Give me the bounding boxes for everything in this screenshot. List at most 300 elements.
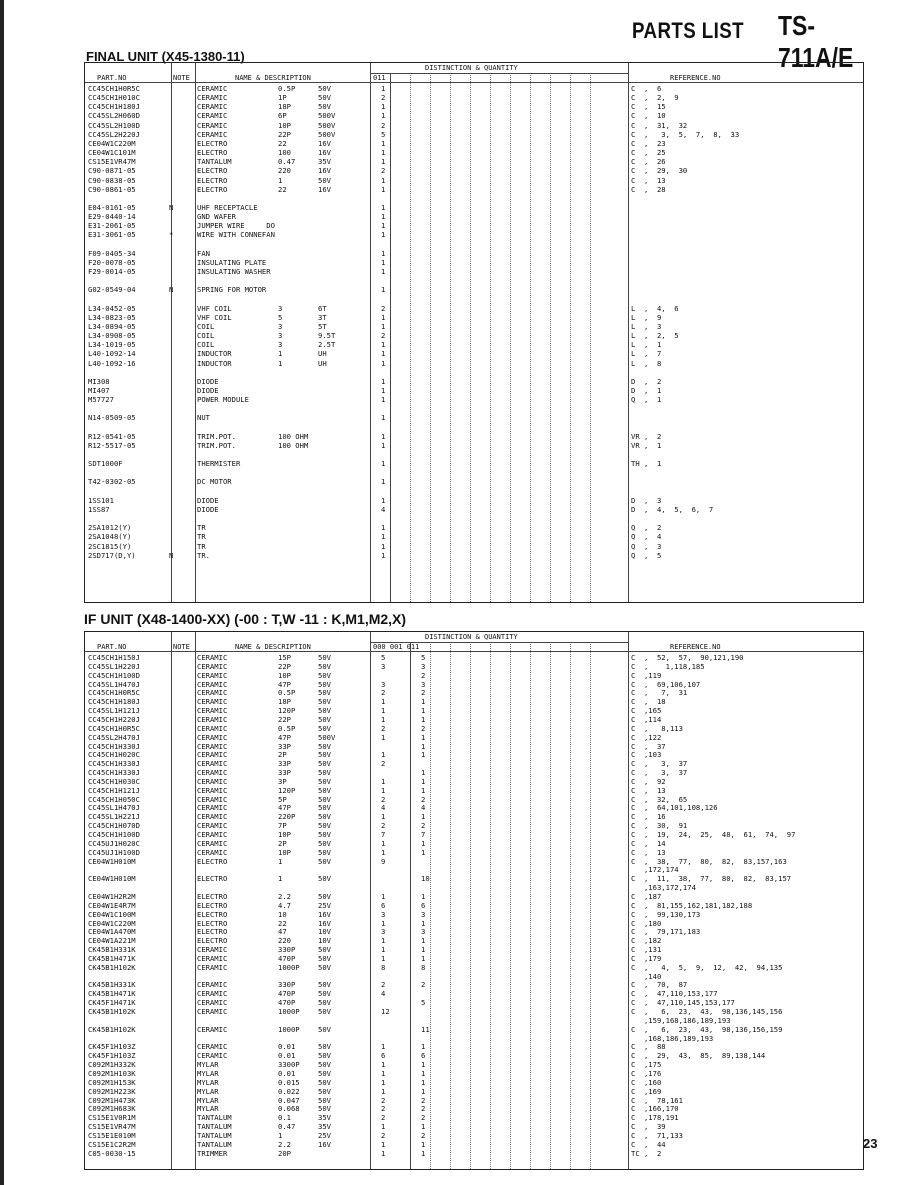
table-row — [85, 671, 863, 680]
cell-pn: CS15E1V0R1M — [88, 1113, 136, 1123]
cell-desc: ELECTRO — [197, 138, 228, 148]
cell-v2: 25V — [318, 900, 331, 910]
cell-desc: COIL — [197, 321, 215, 331]
cell-q1: 1 — [381, 157, 386, 167]
cell-ref: C , 14 — [631, 838, 666, 848]
cell-v2: 500V — [318, 732, 336, 742]
cell-q1: 1 — [381, 1086, 386, 1096]
cell-v2: 50V — [318, 679, 331, 689]
cell-desc: CERAMIC — [197, 776, 228, 786]
cell-pn: L34-0823-05 — [88, 312, 136, 322]
note-header: NOTE — [173, 643, 190, 651]
cell-v1: 3 — [278, 321, 283, 331]
cell-q1: 1 — [381, 257, 386, 267]
cell-desc: JUMPER WIRE DO — [197, 221, 275, 231]
cell-q2: 2 — [421, 1104, 426, 1114]
cell-q1: 1 — [381, 523, 386, 533]
cell-v1: 0.015 — [278, 1077, 300, 1087]
cell-desc: MYLAR — [197, 1086, 219, 1096]
cell-pn: C092M1H683K — [88, 1104, 136, 1114]
cell-pn: CC45CH1H100D — [88, 830, 140, 839]
cell-v1: 1 — [278, 175, 283, 185]
cell-q1: 1 — [381, 1068, 386, 1078]
cell-ref: C ,176 — [631, 1068, 662, 1078]
cell-pn: CC45SL2H220J — [88, 129, 140, 139]
table-row — [85, 313, 863, 322]
cell-ref: C , 32, 65 — [631, 794, 688, 804]
cell-q1: 1 — [381, 340, 386, 350]
cell-pn: CK45F1H103Z — [88, 1042, 136, 1052]
cell-v1: 18P — [278, 102, 291, 112]
cell-v2: 50V — [318, 803, 331, 813]
cell-v1: 22 — [278, 918, 287, 928]
cell-ref: C , 44 — [631, 1139, 666, 1149]
cell-v1: 470P — [278, 953, 296, 963]
cell-v1: 5P — [278, 794, 287, 804]
cell-ref: C , 2, 9 — [631, 93, 679, 103]
cell-v2: 50V — [318, 1051, 331, 1061]
cell-q1: 1 — [381, 1042, 386, 1052]
cell-q2: 1 — [421, 1060, 426, 1070]
cell-pn: CC45CH1H121J — [88, 785, 140, 795]
cell-q1: 1 — [381, 267, 386, 276]
cell-q1: 1 — [381, 84, 386, 93]
cell-ref: C , 1,118,185 — [631, 661, 705, 671]
cell-q2: 2 — [421, 794, 426, 804]
cell-desc: TRIM.POT. — [197, 431, 236, 441]
table-row — [85, 1042, 863, 1051]
cell-q2: 2 — [421, 670, 426, 680]
cell-desc: TRIMMER — [197, 1148, 228, 1158]
cell-desc: TANTALUM — [197, 157, 232, 167]
table-row — [85, 157, 863, 166]
cell-v2: UH — [318, 349, 327, 359]
cell-desc: UHF RECEPTACLE — [197, 202, 258, 212]
cell-v1: 100 — [278, 148, 291, 158]
cell-v2: 50V — [318, 830, 331, 839]
cell-v1: 3P — [278, 776, 287, 786]
cell-desc: CERAMIC — [197, 812, 228, 822]
cell-q1: 1 — [381, 1060, 386, 1070]
cell-desc: MYLAR — [197, 1060, 219, 1070]
cell-desc: COIL — [197, 340, 215, 350]
cell-desc: CERAMIC — [197, 980, 228, 990]
table-row — [85, 653, 863, 662]
cell-desc: DIODE — [197, 495, 219, 505]
cell-v1: 2.2 — [278, 891, 291, 901]
cell-desc: COIL — [197, 331, 215, 341]
cell-q2: 6 — [421, 1051, 426, 1061]
cell-q1: 1 — [381, 321, 386, 331]
cell-q2: 1 — [421, 847, 426, 857]
cell-pn: CC45SL2H060D — [88, 111, 140, 121]
table-row — [85, 267, 863, 276]
cell-desc: ELECTRO — [197, 900, 228, 910]
cell-pn: CC45CH1H0R5C — [88, 723, 140, 733]
cell-desc: CERAMIC — [197, 962, 228, 972]
table-row — [85, 848, 863, 857]
cell-ref: C ,103 — [631, 750, 662, 760]
cell-v1: 10P — [278, 670, 291, 680]
cell-desc: WIRE WITH CONNEFAN — [197, 230, 275, 240]
cell-pn: CC45SL1H470J — [88, 679, 140, 689]
table-row — [85, 883, 863, 892]
cell-v1: 2P — [278, 838, 287, 848]
cell-q2: 1 — [421, 1139, 426, 1149]
reference-header: REFERENCE.NO — [670, 74, 721, 82]
cell-ref: C ,179 — [631, 953, 662, 963]
cell-pn: CS15E1C2R2M — [88, 1139, 136, 1149]
cell-v2: 10V — [318, 927, 331, 937]
cell-q1: 1 — [381, 111, 386, 121]
cell-ref: C ,182 — [631, 936, 662, 946]
cell-q2: 1 — [421, 918, 426, 928]
cell-ref: Q , 5 — [631, 550, 662, 560]
cell-ref: ,172,174 — [631, 865, 679, 875]
cell-q1: 1 — [381, 413, 386, 423]
table-row — [85, 221, 863, 230]
name-header: NAME & DESCRIPTION — [235, 643, 311, 651]
cell-desc: CERAMIC — [197, 953, 228, 963]
cell-q1: 1 — [381, 812, 386, 822]
cell-pn: E31-2061-05 — [88, 221, 136, 231]
cell-ref: ,140 — [631, 971, 662, 981]
cell-v1: 20P — [278, 1148, 291, 1158]
cell-v1: 220P — [278, 812, 296, 822]
final-unit-title: FINAL UNIT (X45-1380-11) — [86, 49, 245, 64]
table-row — [85, 322, 863, 331]
destination-header: 000 001 011 — [373, 643, 420, 651]
cell-q1: 2 — [381, 759, 386, 769]
if-unit-table — [84, 631, 864, 1170]
cell-v2: 500V — [318, 129, 336, 139]
cell-q1: 1 — [381, 697, 386, 707]
cell-pn: CK45F1H103Z — [88, 1051, 136, 1061]
cell-desc: CERAMIC — [197, 706, 228, 716]
table-row — [85, 821, 863, 830]
cell-v1: 1 — [278, 856, 283, 866]
cell-q2: 2 — [421, 688, 426, 698]
cell-ref: L , 7 — [631, 349, 662, 359]
cell-q2: 1 — [421, 1077, 426, 1087]
cell-v1: 0.022 — [278, 1086, 300, 1096]
cell-pn: CE04W1H2R2M — [88, 891, 136, 901]
table-row — [85, 523, 863, 532]
cell-q1: 1 — [381, 285, 386, 295]
cell-ref: C , 7, 31 — [631, 688, 688, 698]
cell-ref: C , 13 — [631, 175, 666, 185]
cell-q1: 1 — [381, 891, 386, 901]
table-row — [85, 1016, 863, 1025]
cell-v2: 50V — [318, 1042, 331, 1052]
cell-ref: C , 47,110,153,177 — [631, 989, 718, 999]
cell-q2: 1 — [421, 1086, 426, 1096]
cell-v2: 50V — [318, 998, 331, 1008]
cell-q1: 1 — [381, 945, 386, 955]
table-row — [85, 1149, 863, 1158]
cell-v1: 0.068 — [278, 1104, 300, 1114]
table-row — [85, 468, 863, 477]
cell-q2: 11 — [421, 1024, 430, 1034]
cell-desc: TANTALUM — [197, 1122, 232, 1132]
table-row — [85, 919, 863, 928]
cell-desc: FAN — [197, 248, 210, 258]
cell-q1: 1 — [381, 102, 386, 112]
cell-v2: 50V — [318, 697, 331, 707]
cell-pn: C092M1H153K — [88, 1077, 136, 1087]
cell-v2: 3T — [318, 312, 327, 322]
cell-desc: MYLAR — [197, 1068, 219, 1078]
cell-ref: C , 38, 77, 80, 82, 83,157,163 — [631, 856, 787, 866]
cell-q1: 2 — [381, 303, 386, 313]
cell-v2: 50V — [318, 821, 331, 831]
cell-q1: 1 — [381, 221, 386, 231]
table-row — [85, 892, 863, 901]
cell-v2: 16V — [318, 909, 331, 919]
table-row — [85, 910, 863, 919]
cell-desc: ELECTRO — [197, 184, 228, 194]
cell-ref: C , 79,171,183 — [631, 927, 701, 937]
cell-ref: C ,114 — [631, 714, 662, 724]
cell-v1: 6P — [278, 111, 287, 121]
cell-v1: 10 — [278, 909, 287, 919]
cell-v2: 50V — [318, 1104, 331, 1114]
cell-ref: C , 6, 23, 43, 98,136,145,156 — [631, 1007, 783, 1016]
cell-q1: 1 — [381, 440, 386, 450]
table-row — [85, 139, 863, 148]
cell-pn: CK45B1H471K — [88, 953, 136, 963]
table-row — [85, 377, 863, 386]
cell-v2: 50V — [318, 785, 331, 795]
table-row — [85, 1096, 863, 1105]
cell-pn: CE04W1H010M — [88, 874, 136, 884]
cell-v2: 500V — [318, 111, 336, 121]
cell-q1: 1 — [381, 706, 386, 716]
table-row — [85, 733, 863, 742]
cell-v1: 220 — [278, 166, 291, 176]
cell-q1: 7 — [381, 830, 386, 839]
cell-q2: 1 — [421, 750, 426, 760]
cell-pn: CC45CH1H050C — [88, 794, 140, 804]
cell-v2: 25V — [318, 1130, 331, 1140]
cell-pn: C90-0861-05 — [88, 184, 136, 194]
cell-q2: 10 — [421, 874, 430, 884]
table-row — [85, 93, 863, 102]
cell-ref: C , 31, 32 — [631, 120, 688, 130]
cell-v1: 120P — [278, 785, 296, 795]
table-row — [85, 176, 863, 185]
cell-v2: 50V — [318, 812, 331, 822]
cell-q1: 1 — [381, 175, 386, 185]
cell-q2: 1 — [421, 936, 426, 946]
cell-q1: 1 — [381, 750, 386, 760]
cell-desc: CERAMIC — [197, 750, 228, 760]
cell-q1: 1 — [381, 732, 386, 742]
cell-desc: CERAMIC — [197, 741, 228, 751]
cell-pn: CE04W1C100M — [88, 909, 136, 919]
cell-desc: CERAMIC — [197, 661, 228, 671]
cell-v1: 33P — [278, 759, 291, 769]
cell-q2: 1 — [421, 838, 426, 848]
table-row — [85, 432, 863, 441]
cell-v1: 3300P — [278, 1060, 300, 1070]
cell-ref: Q , 3 — [631, 541, 662, 551]
table-row — [85, 688, 863, 697]
cell-pn: CC45CH1H330J — [88, 768, 140, 778]
cell-ref: C , 16 — [631, 812, 666, 822]
cell-v2: 50V — [318, 102, 331, 112]
cell-v2: 50V — [318, 1007, 331, 1016]
cell-q1: 1 — [381, 785, 386, 795]
note-header: NOTE — [173, 74, 190, 82]
cell-v2: 50V — [318, 847, 331, 857]
cell-pn: T42-0302-05 — [88, 477, 136, 487]
cell-q1: 1 — [381, 918, 386, 928]
cell-q2: 1 — [421, 741, 426, 751]
cell-desc: DIODE — [197, 385, 219, 395]
cell-desc: CERAMIC — [197, 102, 228, 112]
cell-q1: 1 — [381, 248, 386, 258]
table-row — [85, 532, 863, 541]
cell-v2: 50V — [318, 1086, 331, 1096]
cell-q1: 1 — [381, 936, 386, 946]
cell-q2: 7 — [421, 830, 426, 839]
cell-v2: 50V — [318, 84, 331, 93]
cell-desc: CERAMIC — [197, 847, 228, 857]
cell-ref: C , 81,155,162,181,182,188 — [631, 900, 753, 910]
cell-pn: CC45CH1H0R5C — [88, 84, 140, 93]
cell-pn: 1SS87 — [88, 504, 110, 514]
cell-q2: 1 — [421, 1122, 426, 1132]
cell-ref: C ,165 — [631, 706, 662, 716]
cell-ref: C , 19, 24, 25, 48, 61, 74, 97 — [631, 830, 796, 839]
cell-q2: 1 — [421, 732, 426, 742]
cell-pn: CE04W1C101M — [88, 148, 136, 158]
cell-pn: F09-0405-34 — [88, 248, 136, 258]
cell-q1: 8 — [381, 962, 386, 972]
cell-q2: 2 — [421, 980, 426, 990]
cell-desc: ELECTRO — [197, 918, 228, 928]
cell-desc: CERAMIC — [197, 830, 228, 839]
cell-ref: C , 29, 30 — [631, 166, 688, 176]
table-row — [85, 477, 863, 486]
cell-note: N — [169, 202, 174, 212]
table-row — [85, 857, 863, 866]
table-row — [85, 759, 863, 768]
cell-ref: C , 71,133 — [631, 1130, 683, 1140]
cell-desc: MYLAR — [197, 1104, 219, 1114]
table-row — [85, 786, 863, 795]
table-row — [85, 404, 863, 413]
reference-header: REFERENCE.NO — [670, 643, 721, 651]
cell-ref: TH , 1 — [631, 459, 662, 469]
cell-v2: 50V — [318, 706, 331, 716]
table-row — [85, 249, 863, 258]
cell-q2: 1 — [421, 785, 426, 795]
cell-pn: C092M1H103K — [88, 1068, 136, 1078]
cell-v2: 6T — [318, 303, 327, 313]
cell-v1: 1000P — [278, 962, 300, 972]
cell-v2: 50V — [318, 661, 331, 671]
cell-pn: E31-3061-05 — [88, 230, 136, 240]
cell-q2: 3 — [421, 679, 426, 689]
cell-v1: 47 — [278, 927, 287, 937]
cell-ref: C , 13 — [631, 785, 666, 795]
cell-desc: CERAMIC — [197, 84, 228, 93]
cell-pn: C90-0871-05 — [88, 166, 136, 176]
table-row — [85, 1060, 863, 1069]
cell-q1: 1 — [381, 395, 386, 405]
cell-ref: VR , 2 — [631, 431, 662, 441]
cell-ref: C , 47,110,145,153,177 — [631, 998, 735, 1008]
table-row — [85, 830, 863, 839]
cell-ref: D , 3 — [631, 495, 662, 505]
cell-v2: 16V — [318, 148, 331, 158]
binder-edge — [0, 0, 4, 1185]
cell-desc: GND WAFER — [197, 212, 236, 222]
cell-ref: C , 4, 5, 9, 12, 42, 94,135 — [631, 962, 783, 972]
cell-v1: 47P — [278, 803, 291, 813]
cell-pn: CC45CH1H150J — [88, 653, 140, 662]
cell-pn: MI407 — [88, 385, 110, 395]
cell-q2: 3 — [421, 909, 426, 919]
table-row — [85, 514, 863, 523]
cell-v1: 100 OHM — [278, 440, 309, 450]
cell-q1: 2 — [381, 794, 386, 804]
cell-desc: SPRING FOR MOTOR — [197, 285, 267, 295]
cell-v1: 1 — [278, 358, 283, 368]
table-row — [85, 1113, 863, 1122]
cell-v1: 0.01 — [278, 1051, 296, 1061]
cell-pn: 2SA1048(Y) — [88, 532, 132, 542]
cell-q2: 2 — [421, 1130, 426, 1140]
table-row — [85, 662, 863, 671]
cell-v1: 0.047 — [278, 1095, 300, 1105]
cell-q2: 2 — [421, 723, 426, 733]
table-row — [85, 989, 863, 998]
cell-q1: 6 — [381, 1051, 386, 1061]
cell-q2: 1 — [421, 1148, 426, 1158]
table-row — [85, 450, 863, 459]
cell-q2: 8 — [421, 962, 426, 972]
cell-q1: 3 — [381, 661, 386, 671]
cell-desc: CERAMIC — [197, 1051, 228, 1061]
cell-pn: CC45CH1H100D — [88, 670, 140, 680]
cell-ref: C , 52, 57, 90,121,190 — [631, 653, 744, 662]
cell-v2: 50V — [318, 1068, 331, 1078]
table-row — [85, 212, 863, 221]
cell-v1: 10P — [278, 847, 291, 857]
table-row — [85, 680, 863, 689]
cell-q2: 6 — [421, 900, 426, 910]
table-row — [85, 972, 863, 981]
cell-ref: C , 18 — [631, 697, 666, 707]
cell-q1: 1 — [381, 385, 386, 395]
table-row — [85, 368, 863, 377]
cell-q2: 1 — [421, 1042, 426, 1052]
cell-q1: 1 — [381, 847, 386, 857]
table-row — [85, 130, 863, 139]
cell-v2: 50V — [318, 688, 331, 698]
table-row — [85, 359, 863, 368]
cell-v1: 22P — [278, 714, 291, 724]
cell-pn: N14-0509-05 — [88, 413, 136, 423]
cell-v2: 16V — [318, 166, 331, 176]
cell-ref: ,163,172,174 — [631, 883, 696, 893]
table-row — [85, 111, 863, 120]
cell-desc: CERAMIC — [197, 120, 228, 130]
cell-pn: CE04W1E4R7M — [88, 900, 136, 910]
